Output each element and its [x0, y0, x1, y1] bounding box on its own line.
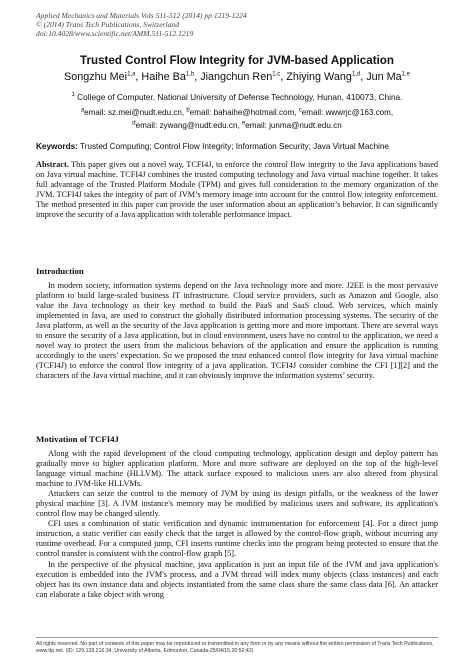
author-affil-mark: 1,e	[401, 71, 410, 78]
email-line: $^d$email: zywang@nudt.edu.cn, $^e$email: junma@nudt.edu.cn	[132, 120, 342, 130]
author-affil-mark: 1,a	[127, 71, 136, 78]
keywords-text: Trusted Computing; Control Flow Integrity; Information Security; Java Virtual Machine	[77, 142, 389, 151]
paper-title: Trusted Control Flow Integrity for JVM-based Application	[80, 54, 394, 67]
paragraph: Attackers can seize the control to the memory of JVM by using its design pitfalls, or the weakness of the lower physical machine [3]. A JVM instance's memory may be modified by malicious users and software, its application's control flow may be changed silently.	[36, 489, 438, 519]
copyright-footer: All rights reserved. No part of contents of this paper may be reproduced or transmitted in any form or by any means without the written permission of Trans Tech Publications, www.ttp.net. (ID: 129.128.216.34, University of Alberta, Edmonton, Canada-25/04/15,20:52:42)	[36, 641, 434, 654]
paragraph: CFI uses a combination of static verification and dynamic instrumentation for enforcement [4]. For a direct jump instruction, a static verifier can easily check that the target is allowed by the control-flow graph, without incurring any runtime overhead. For a computed jump, CFI inserts runtime checks into the program being protected to ensure that the control transfer is consistent with the control-flow graph [5].	[36, 519, 438, 559]
author-name: Zhiying Wang	[286, 71, 352, 83]
copyright-line: © (2014) Trans Tech Publications, Switzerland	[36, 20, 180, 29]
journal-header	[36, 11, 247, 38]
author-affil-mark: 1,b	[185, 71, 195, 78]
motivation-body	[36, 449, 438, 600]
affiliation: $^1$ College of Computer, National University of Defense Technology, Hunan, 410073, China.	[71, 92, 403, 102]
author-list: Songzhu Mei$^{1,a}$, Haihe Ba$^{1,b}$, Jiangchun Ren$^{1,c}$, Zhiying Wang$^{1,d}$, Jun Ma$^{1,e}$	[64, 71, 410, 83]
footer-divider	[36, 637, 438, 638]
introduction-body	[36, 281, 438, 381]
author-name: Jun Ma	[366, 71, 402, 83]
abstract-text: This paper gives out a novel way, TCFI4J, to enforce the control flow integrity to the Java applications based on Java virtual machine. TCFI4J combines the trusted computing technology and Java virtual machine together. It takes full advantage of the Trusted Platform Module (TPM) and gives full consideration to the memory organization of the JVM. TCFI4J takes the integrity of part of JVM’s memory image into account for the control flow integrity enforcement. The method presented in this paper can provide the user information about an application’s behavior. It can significantly improve the security of a Java application with tolerable performance impact.	[36, 160, 438, 220]
author-affil-mark: 1,c	[272, 71, 281, 78]
author-name: Songzhu Mei	[64, 71, 128, 83]
section-heading-introduction: Introduction	[36, 266, 84, 276]
paragraph: Along with the rapid development of the cloud computing technology, application design and deploy pattern has gradually move to higher application platform. More and more software are deployed on the top of the high-level language virtual machine (HLLVM). The attack surface exposed to malicious users are also altered from physical machine to JVM-like HLLVMs.	[36, 449, 438, 489]
abstract	[36, 160, 438, 220]
email-line: $^a$email: sz.mei@nudt.edu.cn, $^b$email: bahaihe@hotmail.com, $^c$email: wwwrjc@163.com,	[80, 107, 394, 117]
paragraph: In modern society, information systems depend on the Java technology more and more. J2EE is the most pervasive platform to build large-scaled business IT infrastructure. Cloud service providers, such as Amazon and Google, also value the Java technology as their key method to build the PaaS and SaaS cloud. Web services, which mainly implemented in Java, are used to construct the globally distributed information processing systems. The security of the Java platform, as well as the security of the Java application is getting more and more important. There are several ways to ensure the security of a Java application, but in cloud environment, users have no control to the application, we need a novel way to protect the users from the malicious behaviors of the application and ensure the application is running accordingly to the users’ expectation. So we proposed the trust enhanced control flow integrity for Java virtual machine (TCFI4J) to enforce the control flow integrity of a java application. TCFI4J consider combine the CFI [1][2] and the characters of the Java virtual machine, and it can obviously improve the information systems’ security.	[36, 281, 438, 381]
doi-line: doi:10.4028/www.scientific.net/AMM.511-512.1219	[36, 29, 194, 38]
abstract-label: Abstract.	[36, 160, 69, 169]
author-affil-mark: 1,d	[351, 71, 361, 78]
keywords-label: Keywords:	[36, 142, 78, 151]
paragraph: In the perspective of the physical machine, java application is just an input file of the JVM and java application's execution is embedded into the JVM's process, and a JVM thread will index many objects (class instances) and each object has its own instance data and objects instantiated from the same class share the same class data [6]. An attacker can elaborate a fake object with wrong	[36, 559, 438, 599]
author-name: Haihe Ba	[141, 71, 186, 83]
author-name: Jiangchun Ren	[200, 71, 273, 83]
section-heading-motivation: Motivation of TCFI4J	[36, 434, 119, 444]
journal-citation: Applied Mechanics and Materials Vols 511-512 (2014) pp 1219-1224	[36, 11, 247, 20]
keywords	[36, 142, 440, 151]
